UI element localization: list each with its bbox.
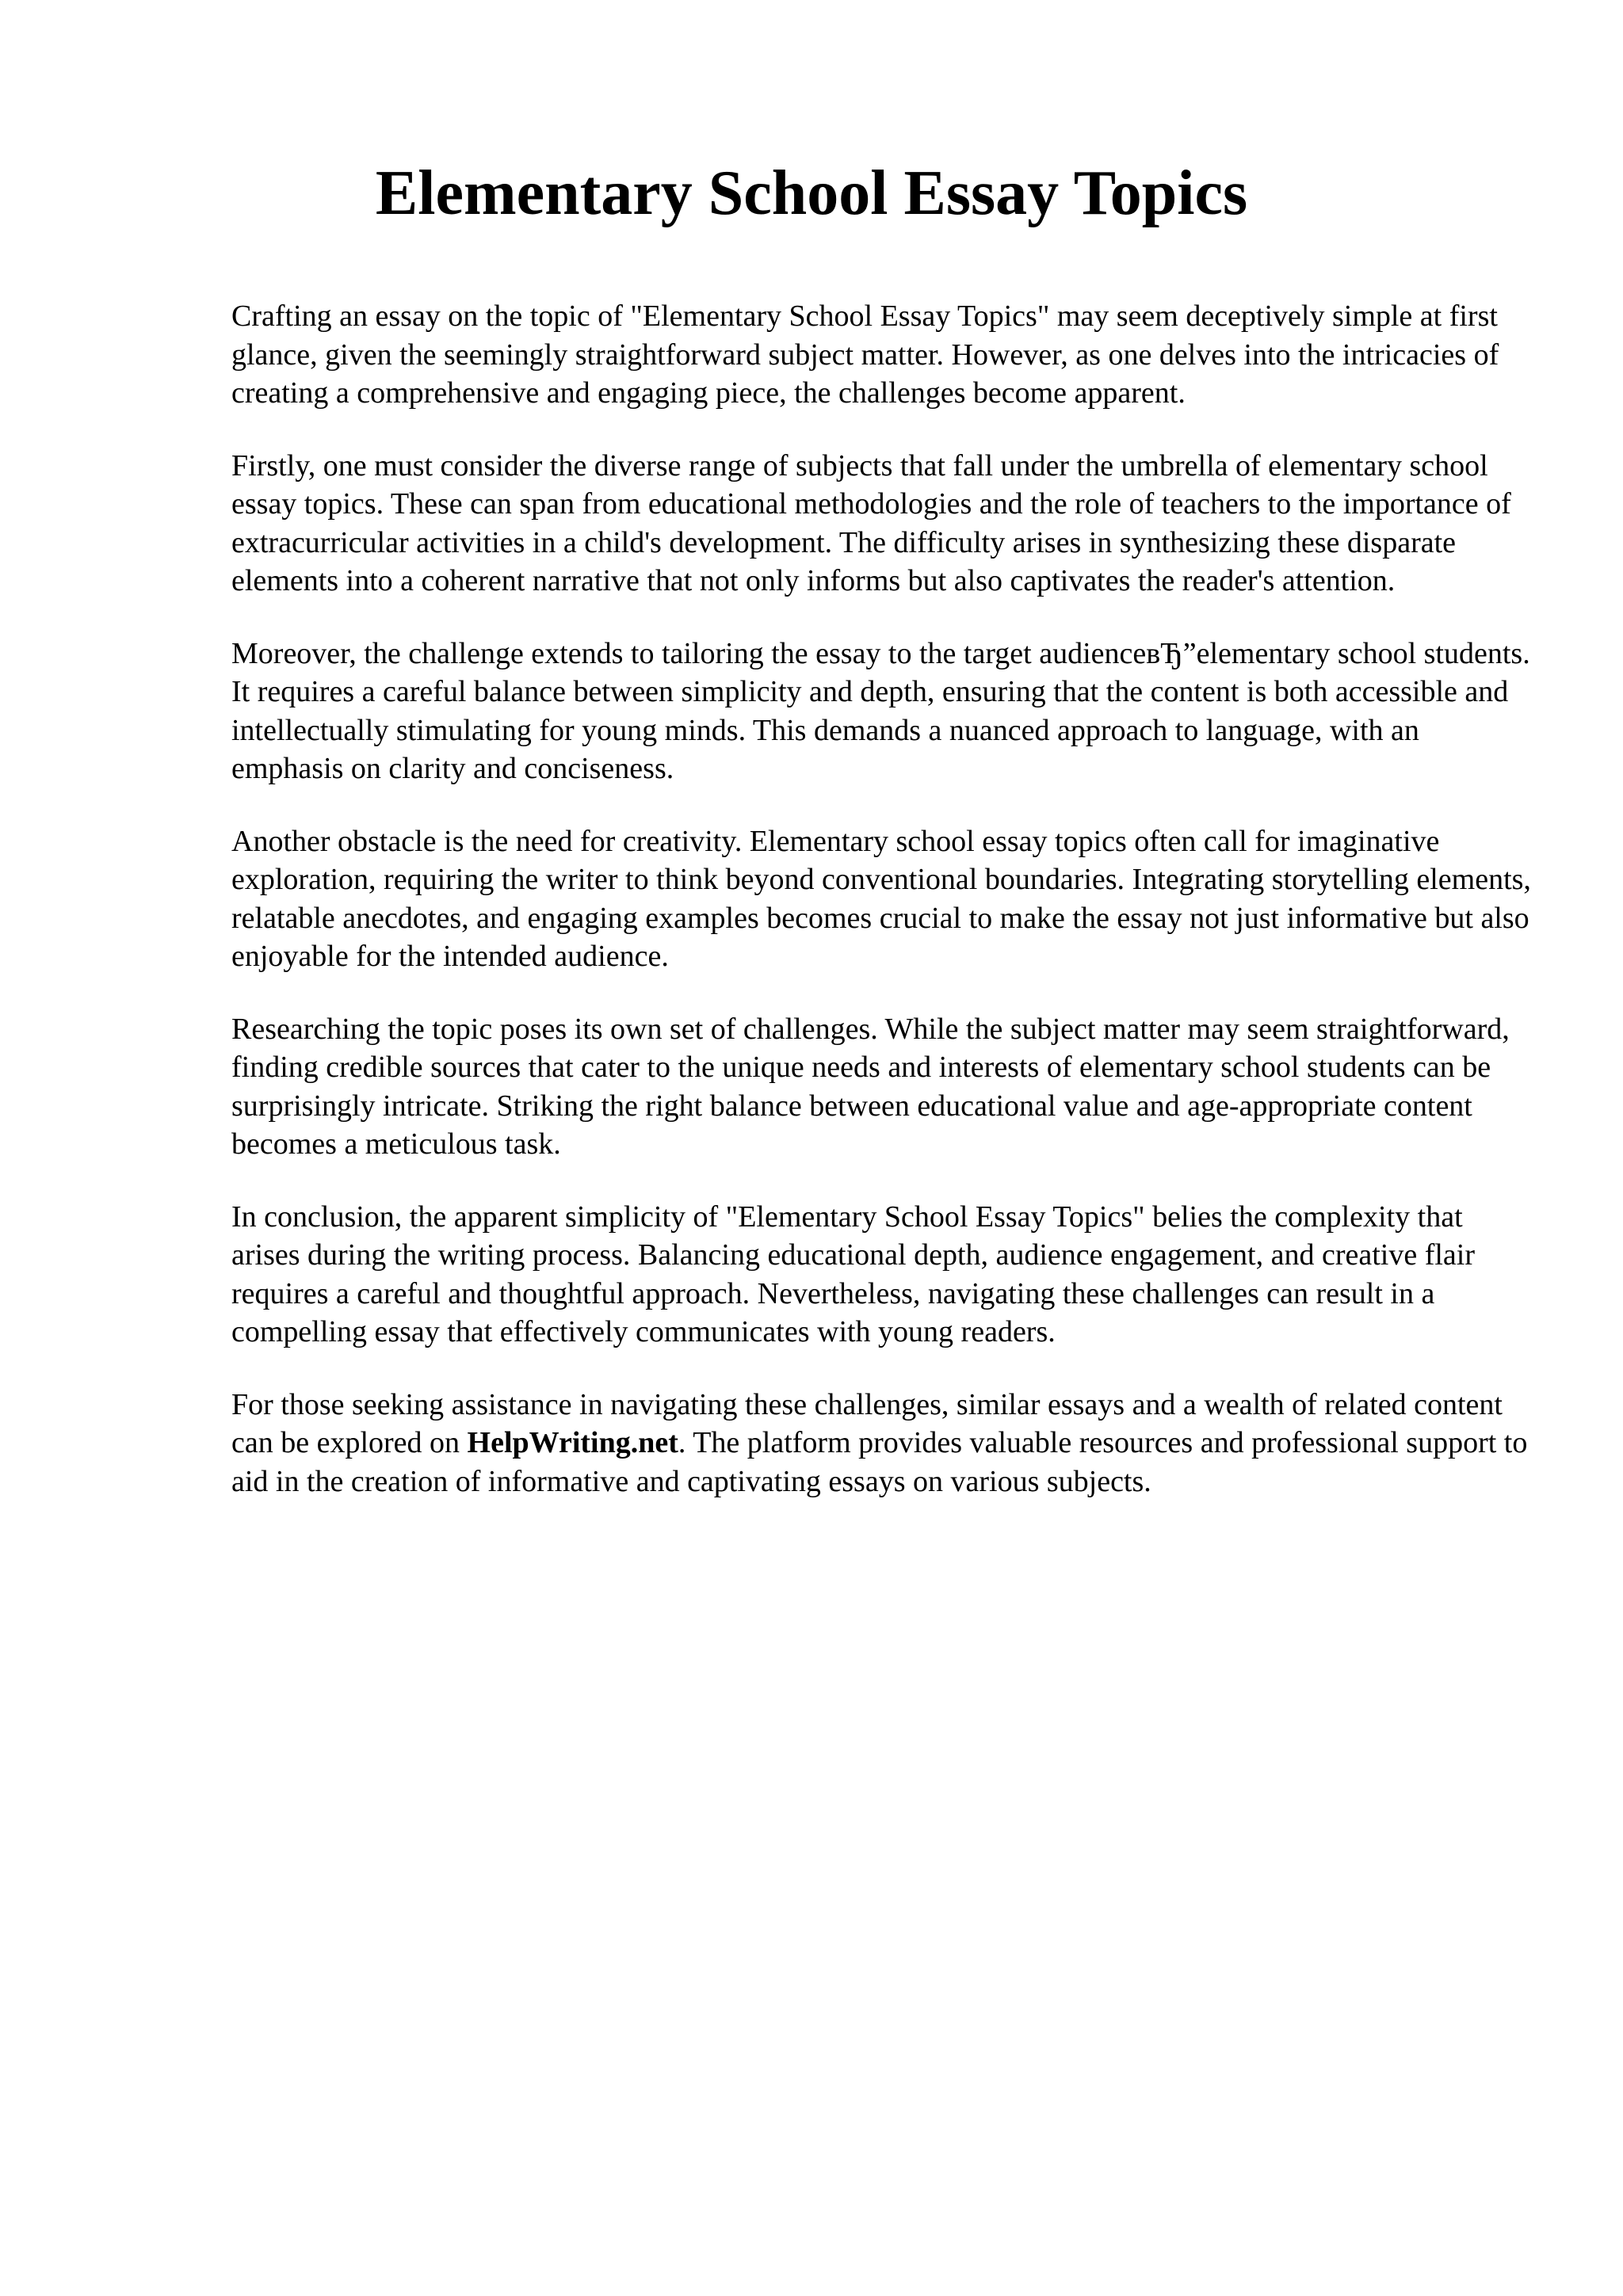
- paragraph-subjects: Firstly, one must consider the diverse range of subjects that fall under the umbrella of elementary school essay topics. These can span from educational methodologies and the role of teachers to the importance of extracurricular activities in a child's development. The difficulty arises in synthesizing these disparate elements into a coherent narrative that not only informs but also captivates the reader's attention.: [231, 448, 1511, 597]
- paragraph-conclusion: In conclusion, the apparent simplicity of "Elementary School Essay Topics" belies the complexity that arises during the writing process. Balancing educational depth, audience engagement, and creative flair requires a careful and thoughtful approach. Nevertheless, navigating these challenges can result in a compelling essay that effectively communicates with young readers.: [231, 1199, 1476, 1348]
- helpwriting-link[interactable]: HelpWriting.net: [467, 1426, 678, 1459]
- paragraph-closing: [231, 1386, 1531, 1501]
- document-title: Elementary School Essay Topics: [375, 158, 1248, 228]
- document-body: [231, 297, 1531, 1535]
- paragraph-audience: Moreover, the challenge extends to tailoring the essay to the target audienceвЂ”elementary school students. It requires a careful balance between simplicity and depth, ensuring that the content is both accessible and intellectually stimulating for young minds. This demands a nuanced approach to language, with an emphasis on clarity and conciseness.: [231, 636, 1530, 785]
- closing-text-after: . The platform provides valuable resources and professional support to aid in the creation of informative and captivating essays on various subjects.: [231, 1426, 1528, 1498]
- closing-text-before: For those seeking assistance in navigating these challenges, similar essays and a wealth of related content can be explored on: [231, 1387, 1503, 1459]
- paragraph-research: Researching the topic poses its own set of challenges. While the subject matter may seem straightforward, finding credible sources that cater to the unique needs and interests of elementary school students can be surprisingly intricate. Striking the right balance between educational value and age-appropriate content becomes a meticulous task.: [231, 1012, 1510, 1161]
- paragraph-intro: Crafting an essay on the topic of "Elementary School Essay Topics" may seem deceptively simple at first glance, given the seemingly straightforward subject matter. However, as one delves into the intricacies of creating a comprehensive and engaging piece, the challenges become apparent.: [231, 299, 1499, 410]
- paragraph-creativity: Another obstacle is the need for creativity. Elementary school essay topics often call for imaginative exploration, requiring the writer to think beyond conventional boundaries. Integrating storytelling elements, relatable anecdotes, and engaging examples becomes crucial to make the essay not just informative but also enjoyable for the intended audience.: [231, 824, 1531, 973]
